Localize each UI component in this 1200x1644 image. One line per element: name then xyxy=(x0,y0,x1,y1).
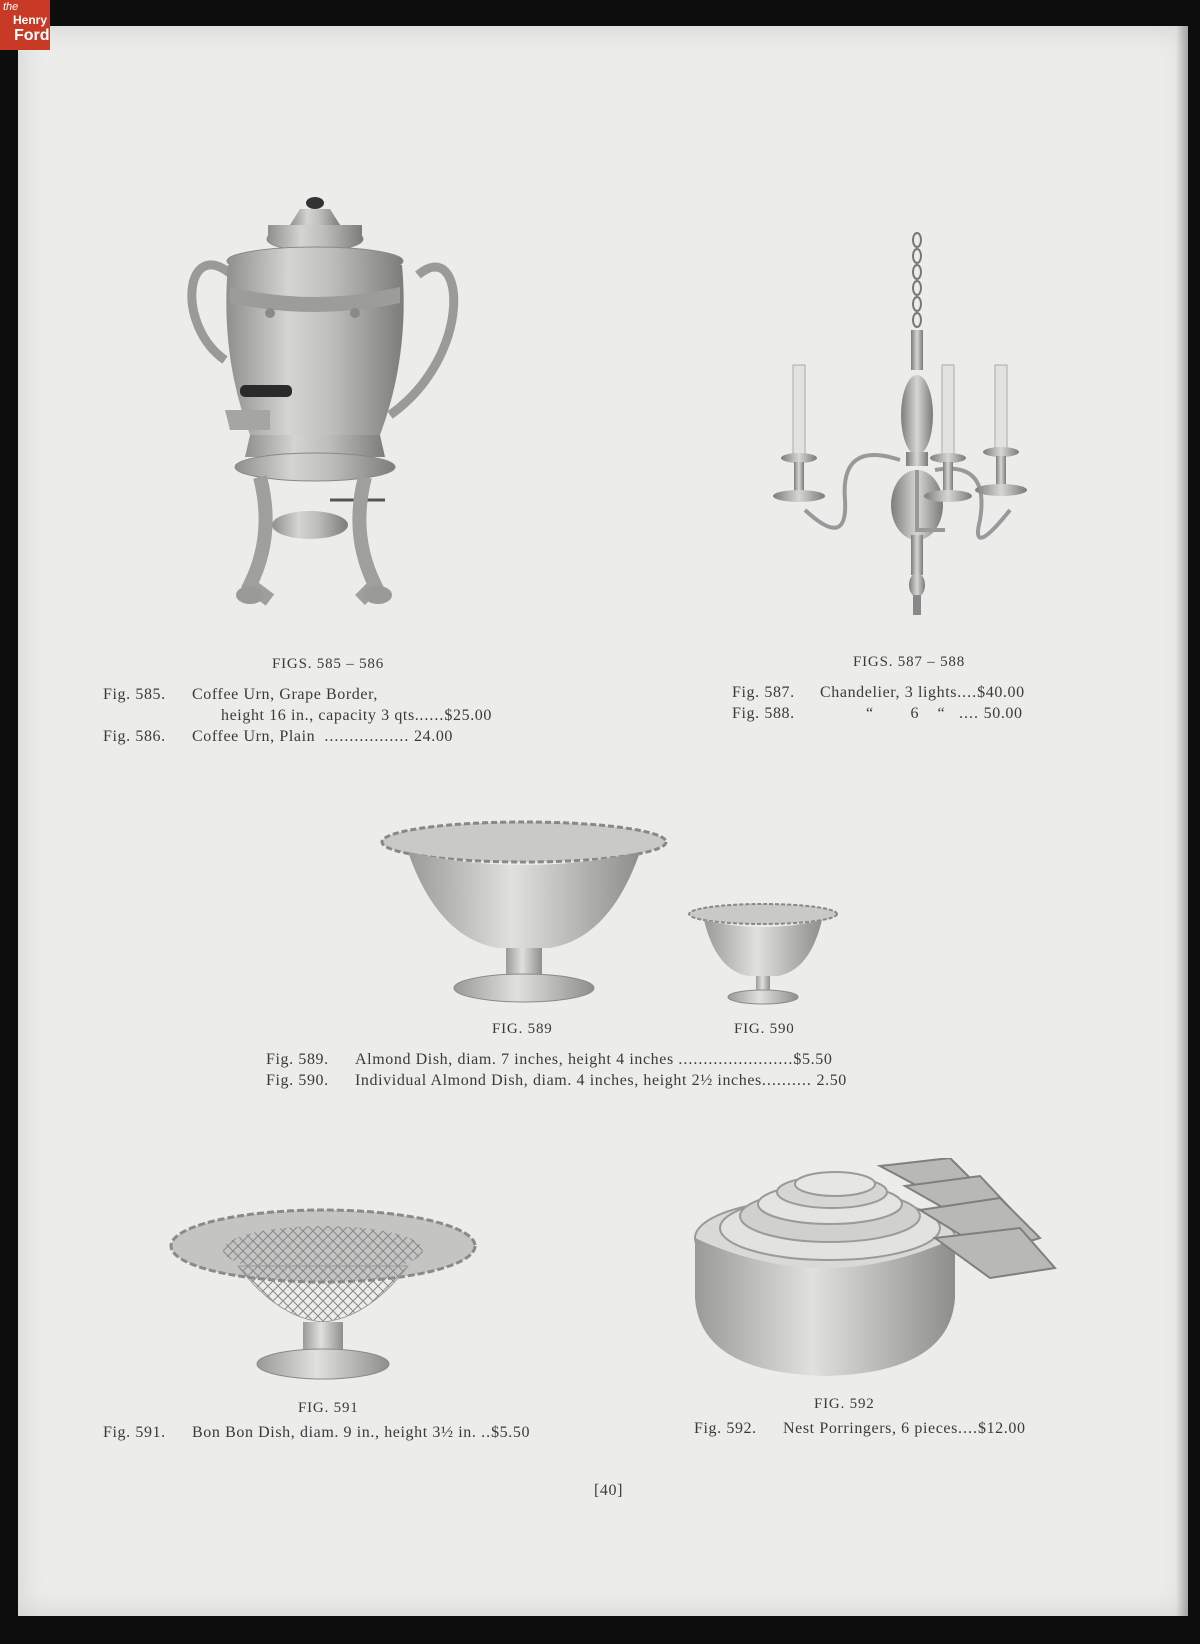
coffee-urn-illustration xyxy=(180,195,470,645)
fig-590-label: Fig. 590. xyxy=(266,1072,329,1089)
figs-585-586-caption: FIGS. 585 – 586 xyxy=(272,656,385,672)
fig-590-caption: FIG. 590 xyxy=(734,1021,795,1037)
figs-587-588-caption: FIGS. 587 – 588 xyxy=(853,654,966,670)
fig-591-label: Fig. 591. xyxy=(103,1424,166,1441)
fig-586-desc: Coffee Urn, Plain ................. 24.00 xyxy=(192,728,454,745)
fig-591-caption: FIG. 591 xyxy=(298,1400,359,1416)
fig-587-label: Fig. 587. xyxy=(732,684,795,701)
fig-591-desc: Bon Bon Dish, diam. 9 in., height 3½ in. ..$5.50 xyxy=(192,1424,531,1441)
nest-porringers-illustration xyxy=(690,1158,1060,1380)
fig-588-label: Fig. 588. xyxy=(732,705,795,722)
fig-585-desc: Coffee Urn, Grape Border, xyxy=(192,686,378,703)
chandelier-illustration xyxy=(770,230,1030,650)
almond-dish-illustration xyxy=(378,818,673,1010)
fig-585-desc-line2: height 16 in., capacity 3 qts......$25.00 xyxy=(221,707,493,724)
bon-bon-dish-illustration xyxy=(168,1206,478,1388)
page-number: [40] xyxy=(594,1482,624,1499)
fig-585-label: Fig. 585. xyxy=(103,686,166,703)
henry-ford-logo: the Henry Ford xyxy=(0,0,50,50)
fig-586-label: Fig. 586. xyxy=(103,728,166,745)
fig-592-desc: Nest Porringers, 6 pieces....$12.00 xyxy=(783,1420,1026,1437)
fig-588-desc: “ 6 “ .... 50.00 xyxy=(866,705,1023,722)
page-edge-shadow xyxy=(1176,26,1188,1616)
fig-590-desc: Individual Almond Dish, diam. 4 inches, height 2½ inches.......... 2.50 xyxy=(355,1072,847,1089)
fig-589-desc: Almond Dish, diam. 7 inches, height 4 inches .......................$5.50 xyxy=(355,1051,833,1068)
individual-almond-dish-illustration xyxy=(686,900,841,1010)
fig-592-label: Fig. 592. xyxy=(694,1420,757,1437)
fig-589-label: Fig. 589. xyxy=(266,1051,329,1068)
fig-589-caption: FIG. 589 xyxy=(492,1021,553,1037)
fig-587-desc: Chandelier, 3 lights....$40.00 xyxy=(820,684,1025,701)
fig-592-caption: FIG. 592 xyxy=(814,1396,875,1412)
